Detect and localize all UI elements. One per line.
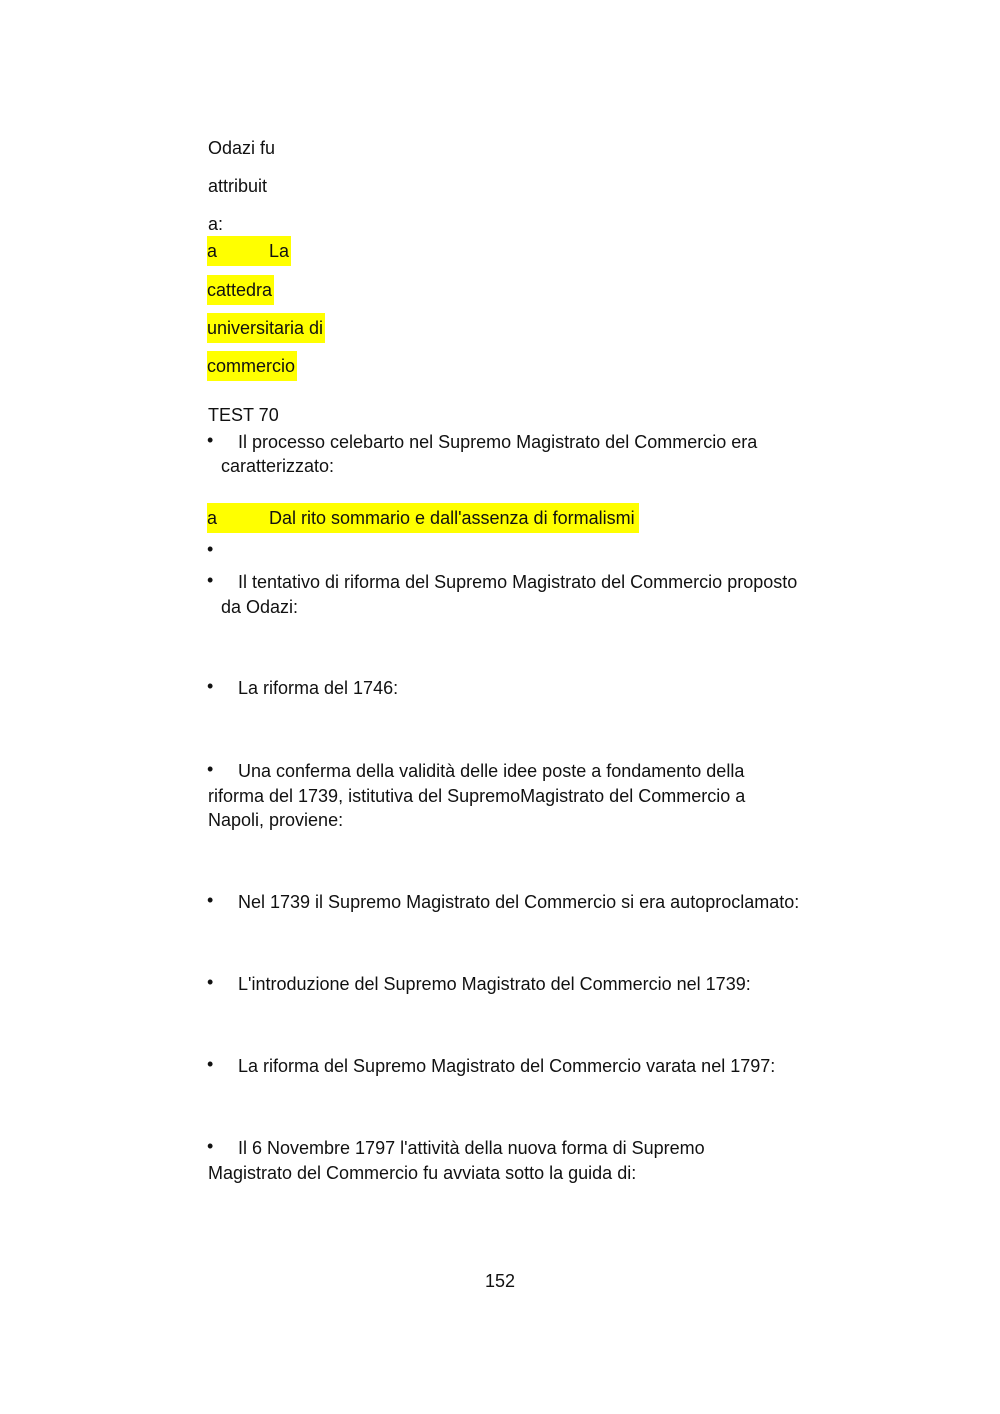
bullet-icon: • <box>207 430 214 450</box>
answer-1-line-3 <box>207 313 325 343</box>
test-heading: TEST 70 <box>208 405 279 425</box>
answer-first-word: La <box>269 241 290 261</box>
question-8-line-1: Il 6 Novembre 1797 l'attività della nuova forma di Supremo <box>238 1138 705 1158</box>
bullet-icon: • <box>207 1054 214 1074</box>
question-7-line-1: La riforma del Supremo Magistrato del Commercio varata nel 1797: <box>238 1056 776 1076</box>
question-1-line-1: Il processo celebarto nel Supremo Magistrato del Commercio era <box>238 432 758 452</box>
question-5-line-1: Nel 1739 il Supremo Magistrato del Commercio si era autoproclamato: <box>238 892 800 912</box>
bullet-icon: • <box>207 890 214 910</box>
question-6-line-1: L'introduzione del Supremo Magistrato del Commercio nel 1739: <box>238 974 751 994</box>
intro-line-1: Odazi fu <box>208 138 276 158</box>
bullet-icon: • <box>207 972 214 992</box>
question-2-line-2: da Odazi: <box>221 597 299 617</box>
question-2-line-1: Il tentativo di riforma del Supremo Magistrato del Commercio proposto <box>238 572 798 592</box>
bullet-icon: • <box>207 570 214 590</box>
bullet-icon: • <box>207 539 214 559</box>
answer-1-line-1 <box>207 236 291 266</box>
answer-1-text: universitaria di <box>207 313 325 343</box>
answer-letter: a <box>207 241 218 261</box>
bullet-icon: • <box>207 676 214 696</box>
answer-text: Dal rito sommario e dall'assenza di formalismi <box>269 508 635 528</box>
answer-1-text: commercio <box>207 351 297 381</box>
question-4-line-3: Napoli, proviene: <box>208 810 344 830</box>
question-4-line-2: riforma del 1739, istitutiva del SupremoMagistrato del Commercio a <box>208 786 746 806</box>
question-1-answer <box>207 503 639 533</box>
question-4-line-1: Una conferma della validità delle idee poste a fondamento della <box>238 761 745 781</box>
question-3-line-1: La riforma del 1746: <box>238 678 399 698</box>
page-number: 152 <box>484 1271 516 1291</box>
intro-line-2: attribuit <box>208 176 268 196</box>
answer-1-line-2 <box>207 275 274 305</box>
bullet-icon: • <box>207 1136 214 1156</box>
answer-letter: a <box>207 508 218 528</box>
question-8-line-2: Magistrato del Commercio fu avviata sotto la guida di: <box>208 1163 637 1183</box>
bullet-icon: • <box>207 759 214 779</box>
answer-1-line-4 <box>207 351 297 381</box>
answer-1-text: cattedra <box>207 275 274 305</box>
intro-line-3: a: <box>208 214 224 234</box>
question-1-line-2: caratterizzato: <box>221 456 335 476</box>
